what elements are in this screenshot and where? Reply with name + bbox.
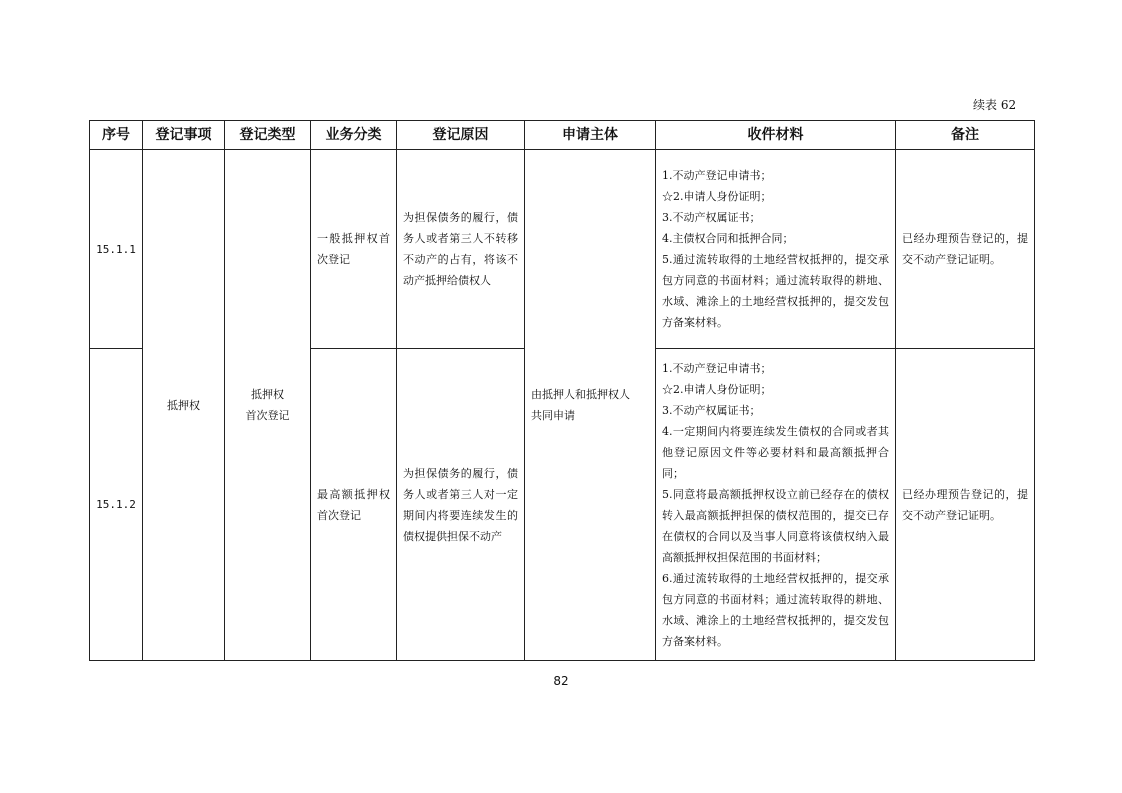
header-materials: 收件材料 [656, 121, 896, 150]
page-number: 82 [553, 674, 569, 688]
materials-list [662, 358, 889, 652]
applicant-cell [525, 150, 656, 661]
material-item: 3.不动产权属证书； [662, 403, 761, 417]
registration-table [89, 120, 1035, 661]
applicant-line: 由抵押人和抵押权人 [531, 388, 630, 401]
type-cell [225, 150, 311, 661]
material-item: 5.通过流转取得的土地经营权抵押的，提交承包方同意的书面材料；通过流转取得的耕地、水域、滩涂上的土地经营权抵押的，提交发包方备案材料。 [662, 253, 889, 329]
materials-cell [656, 349, 896, 661]
category-cell: 一般抵押权首次登记 [311, 150, 397, 349]
materials-cell [656, 150, 896, 349]
serial-cell: 15.1.1 [90, 150, 143, 349]
type-line: 抵押权 [251, 388, 284, 401]
reason-cell: 为担保债务的履行，债务人或者第三人对一定期间内将要连续发生的债权提供担保不动产 [397, 349, 525, 661]
table-row [90, 150, 1035, 349]
material-item: 1.不动产登记申请书； [662, 169, 772, 182]
header-applicant: 申请主体 [525, 121, 656, 150]
applicant-line: 共同申请 [531, 409, 575, 422]
header-row [90, 121, 1035, 150]
header-serial: 序号 [90, 121, 143, 150]
item-cell: 抵押权 [143, 150, 225, 661]
header-item: 登记事项 [143, 121, 225, 150]
material-item: 4.一定期间内将要连续发生债权的合同或者其他登记原因文件等必要材料和最高额抵押合同； [662, 424, 889, 480]
header-category: 业务分类 [311, 121, 397, 150]
continued-table-label: 续表 62 [973, 98, 1017, 112]
type-line: 首次登记 [245, 409, 290, 422]
material-item: ☆2.申请人身份证明； [662, 190, 772, 203]
remark-cell: 已经办理预告登记的，提交不动产登记证明。 [896, 150, 1035, 349]
header-reason: 登记原因 [397, 121, 525, 150]
material-item: 5.同意将最高额抵押权设立前已经存在的债权转入最高额抵押担保的债权范围的，提交已存在债权的合同以及当事人同意将该债权纳入最高额抵押权担保范围的书面材料； [662, 487, 889, 564]
reason-cell: 为担保债务的履行，债务人或者第三人不转移不动产的占有，将该不动产抵押给债权人 [397, 150, 525, 349]
material-item: 4.主债权合同和抵押合同； [662, 232, 794, 245]
header-type: 登记类型 [225, 121, 311, 150]
materials-list [662, 165, 889, 333]
header-remark: 备注 [896, 121, 1035, 150]
category-cell: 最高额抵押权首次登记 [311, 349, 397, 661]
material-item: 3.不动产权属证书； [662, 211, 761, 224]
material-item: 1.不动产登记申请书； [662, 361, 772, 375]
material-item: ☆2.申请人身份证明； [662, 382, 772, 396]
remark-cell: 已经办理预告登记的，提交不动产登记证明。 [896, 349, 1035, 661]
material-item: 6.通过流转取得的土地经营权抵押的，提交承包方同意的书面材料；通过流转取得的耕地、水域、滩涂上的土地经营权抵押的，提交发包方备案材料。 [662, 571, 889, 648]
serial-cell: 15.1.2 [90, 349, 143, 661]
